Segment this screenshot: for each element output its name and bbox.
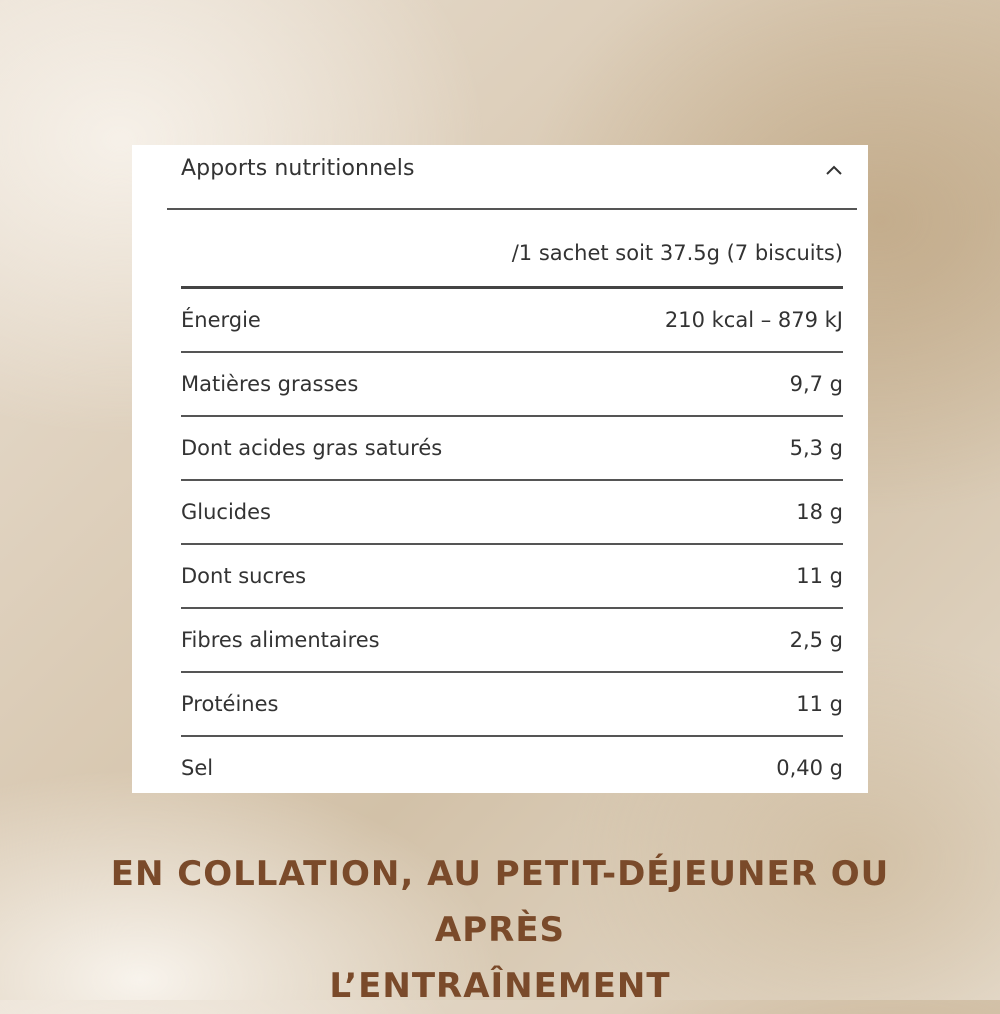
nutrient-value: 5,3 g bbox=[789, 436, 843, 460]
nutrient-value: 0,40 g bbox=[776, 756, 843, 780]
nutrient-value: 11 g bbox=[796, 692, 843, 716]
tagline bbox=[40, 846, 960, 1014]
nutrient-value: 9,7 g bbox=[789, 372, 843, 396]
table-row bbox=[181, 673, 843, 737]
tagline-line-2: L’ENTRAÎNEMENT bbox=[329, 966, 671, 1006]
chevron-up-icon[interactable] bbox=[823, 159, 845, 181]
nutrient-value: 11 g bbox=[796, 564, 843, 588]
nutrient-label: Protéines bbox=[181, 692, 279, 716]
nutrient-label: Glucides bbox=[181, 500, 271, 524]
accordion-title: Apports nutritionnels bbox=[181, 156, 415, 181]
table-row bbox=[181, 289, 843, 353]
nutrient-label: Dont acides gras saturés bbox=[181, 436, 443, 460]
nutrient-value: 2,5 g bbox=[789, 628, 843, 652]
table-row bbox=[181, 353, 843, 417]
nutrient-label: Dont sucres bbox=[181, 564, 307, 588]
nutrient-value: 210 kcal – 879 kJ bbox=[664, 308, 843, 332]
table-row bbox=[181, 609, 843, 673]
nutrient-label: Sel bbox=[181, 756, 214, 780]
nutrient-value: 18 g bbox=[796, 500, 843, 524]
accordion-header[interactable] bbox=[167, 145, 857, 210]
table-row bbox=[181, 737, 843, 799]
nutrient-label: Matières grasses bbox=[181, 372, 359, 396]
tagline-line-1: EN COLLATION, AU PETIT-DÉJEUNER OU APRÈS bbox=[110, 854, 890, 950]
nutrient-label: Fibres alimentaires bbox=[181, 628, 380, 652]
table-row bbox=[181, 545, 843, 609]
nutrition-table bbox=[181, 286, 843, 799]
table-row bbox=[181, 481, 843, 545]
table-row bbox=[181, 417, 843, 481]
serving-size: /1 sachet soit 37.5g (7 biscuits) bbox=[511, 241, 843, 265]
nutrient-label: Énergie bbox=[181, 308, 261, 332]
nutrition-panel bbox=[132, 145, 868, 793]
